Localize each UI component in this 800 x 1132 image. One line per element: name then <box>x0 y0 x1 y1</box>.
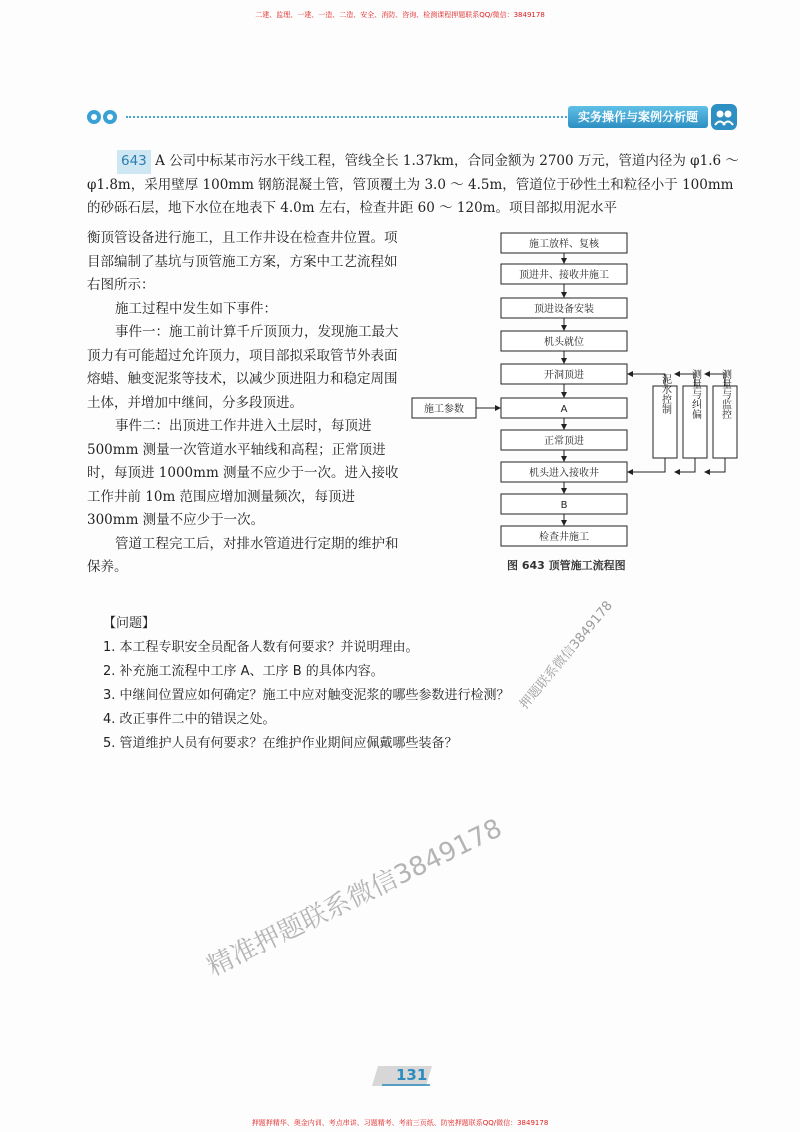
flow-step-label: 顶进井、接收井施工 <box>519 270 609 281</box>
top-promo-note: 二建、监理、一建、一造、二造、安全、消防、咨询、检测课程押题联系QQ/微信：3849178 <box>255 11 545 19</box>
flow-side-label: 测量与纠偏 <box>689 369 701 419</box>
watermark-small: 押题联系微信3849178 <box>517 598 616 713</box>
page-number <box>372 1066 432 1086</box>
flow-step-label: 顶进设备安装 <box>534 304 594 315</box>
question-item: 4. 改正事件二中的错误之处。 <box>103 712 276 727</box>
flow-side-label: 泥水控制 <box>659 374 671 414</box>
flow-step-label: 机头进入接收井 <box>529 468 599 479</box>
flow-step-label: 正常顶进 <box>544 436 584 447</box>
flow-side-label: 测量与监控 <box>719 369 731 419</box>
page-number-text: 131 <box>396 1066 428 1084</box>
flowchart <box>405 228 765 553</box>
flow-step-label-b: B <box>560 500 568 511</box>
people-icon <box>710 103 738 131</box>
question-intro <box>87 150 747 221</box>
flow-side-input-label: 施工参数 <box>424 404 464 415</box>
watermark-large: 精准押题联系微信3849178 <box>202 813 507 983</box>
question-item: 1. 本工程专职安全员配备人数有何要求？并说明理由。 <box>103 640 419 655</box>
page-header <box>86 103 738 131</box>
question-item: 2. 补充施工流程中工序 A、工序 B 的具体内容。 <box>103 664 384 679</box>
question-body <box>87 227 409 580</box>
event-one-paragraph: 事件一：施工前计算千斤顶顶力，发现施工最大顶力有可能超过允许顶力，项目部拟采取管节外表面熔蜡、触变泥浆等技术，以减少顶进阻力和稳定周围土体，并增加中继间，分多段顶进。 <box>87 324 399 411</box>
body-paragraph: 管道工程完工后，对排水管道进行定期的维护和保养。 <box>87 535 399 575</box>
figure-caption: 图 643 顶管施工流程图 <box>507 559 626 572</box>
body-paragraph: 衡顶管设备进行施工，且工作井设在检查井位置。项目部编制了基坑与顶管施工方案，方案中工艺流程如右图所示： <box>87 230 398 293</box>
flow-step-label: 施工放样、复核 <box>529 239 599 250</box>
questions-section <box>103 612 723 756</box>
body-paragraph: 施工过程中发生如下事件： <box>115 300 277 317</box>
bottom-promo-note: 押题押精华、奥金内训、考点串讲、习题精考、考前三页纸、防密押题联系QQ/微信：3849178 <box>251 1119 549 1127</box>
question-item: 3. 中继间位置应如何确定？施工中应对触变泥浆的哪些参数进行检测？ <box>103 688 510 703</box>
flow-step-label: 开洞顶进 <box>544 370 584 381</box>
flow-step-label: 机头就位 <box>544 337 584 348</box>
flow-step-label-a: A <box>560 404 568 415</box>
question-item: 5. 管道维护人员有何要求？在维护作业期间应佩戴哪些装备？ <box>103 736 458 751</box>
question-intro-text: A 公司中标某市污水干线工程，管线全长 1.37km，合同金额为 2700 万元，管道内径为 φ1.6 ～ φ1.8m，采用壁厚 100mm 钢筋混凝土管，管顶覆土为 3.0 ～ 4.5m，管道位于砂性土和粒径小于 100mm 的砂砾石层，地下水位在地表下 4.0m 左右，检查井距 60 ～ 120m。项目部拟用泥水平 <box>87 153 739 216</box>
header-logo-icon <box>86 109 122 125</box>
header-title: 实务操作与案例分析题 <box>568 106 708 128</box>
questions-heading: 【问题】 <box>103 616 156 631</box>
flow-step-label: 检查井施工 <box>539 532 589 543</box>
event-two-paragraph: 事件二：出顶进工作井进入土层时，每顶进 500mm 测量一次管道水平轴线和高程；正常顶进时，每顶进 1000mm 测量不应少于一次。进入接收工作井前 10m 范围应增加测量频次，每顶进 300mm 测量不应少于一次。 <box>87 418 399 528</box>
question-number-badge: 643 <box>117 150 151 174</box>
